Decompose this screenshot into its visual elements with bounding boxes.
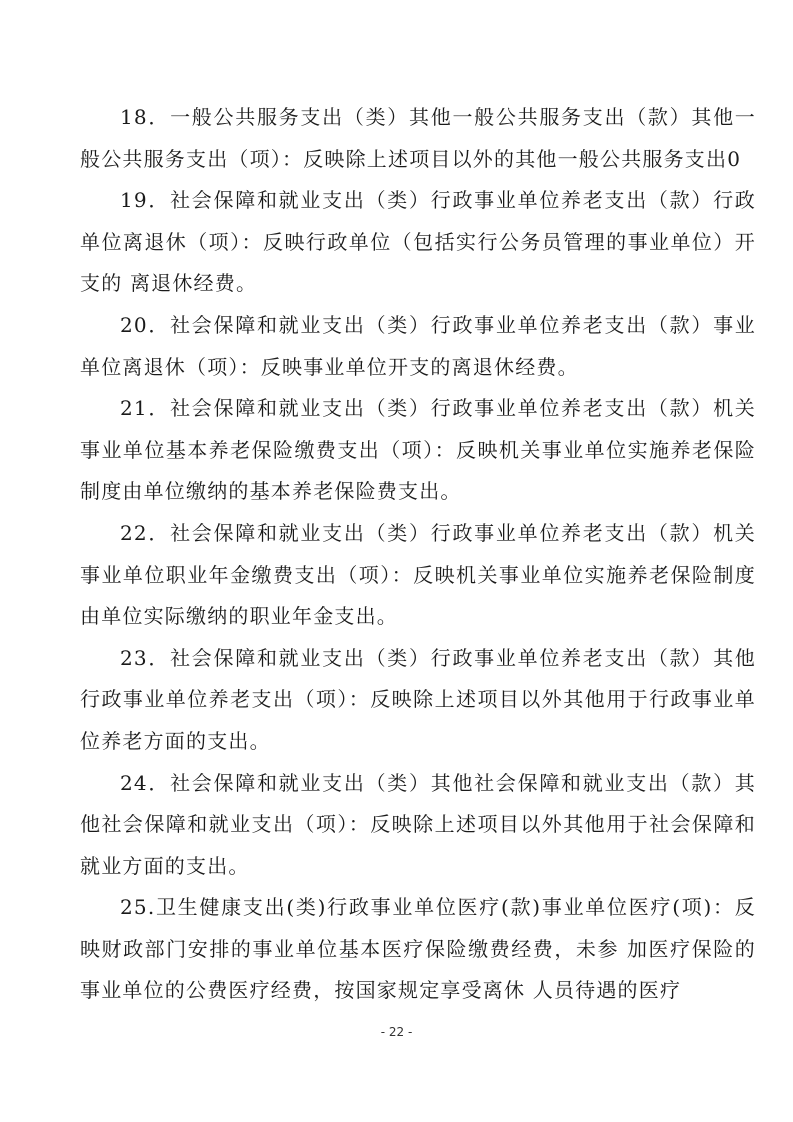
paragraph-20: 20．社会保障和就业支出（类）行政事业单位养老支出（款）事业单位离退休（项）：反映事业单位开支的离退休经费。 <box>80 312 756 379</box>
page-number: - 22 - <box>380 1025 413 1039</box>
paragraph-22: 22．社会保障和就业支出（类）行政事业单位养老支出（款）机关事业单位职业年金缴费支出（项）：反映机关事业单位实施养老保险制度由单位实际缴纳的职业年金支出。 <box>80 520 756 629</box>
paragraph-23: 23．社会保障和就业支出（类）行政事业单位养老支出（款）其他行政事业单位养老支出（项）：反映除上述项目以外其他用于行政事业单位养老方面的支出。 <box>80 645 756 753</box>
paragraph-25: 25.卫生健康支出(类)行政事业单位医疗(款)事业单位医疗(项)：反映财政部门安排的事业单位基本医疗保险缴费经费，未参 加医疗保险的事业单位的公费医疗经费，按国家规定享受离休 人员待遇的医疗 <box>80 895 756 1003</box>
paragraph-21: 21．社会保障和就业支出（类）行政事业单位养老支出（款）机关事业单位基本养老保险缴费支出（项）：反映机关事业单位实施养老保险制度由单位缴纳的基本养老保险费支出。 <box>80 396 756 504</box>
paragraph-18: 18．一般公共服务支出（类）其他一般公共服务支出（款）其他一般公共服务支出（项）：反映除上述项目以外的其他一般公共服务支出0 <box>80 105 756 171</box>
paragraph-24: 24．社会保障和就业支出（类）其他社会保障和就业支出（款）其他社会保障和就业支出（项）：反映除上述项目以外其他用于社会保障和就业方面的支出。 <box>80 770 756 878</box>
body-text <box>80 97 756 1012</box>
paragraph-19: 19．社会保障和就业支出（类）行政事业单位养老支出（款）行政单位离退休（项）：反映行政单位（包括实行公务员管理的事业单位）开支的 离退休经费。 <box>80 188 756 296</box>
